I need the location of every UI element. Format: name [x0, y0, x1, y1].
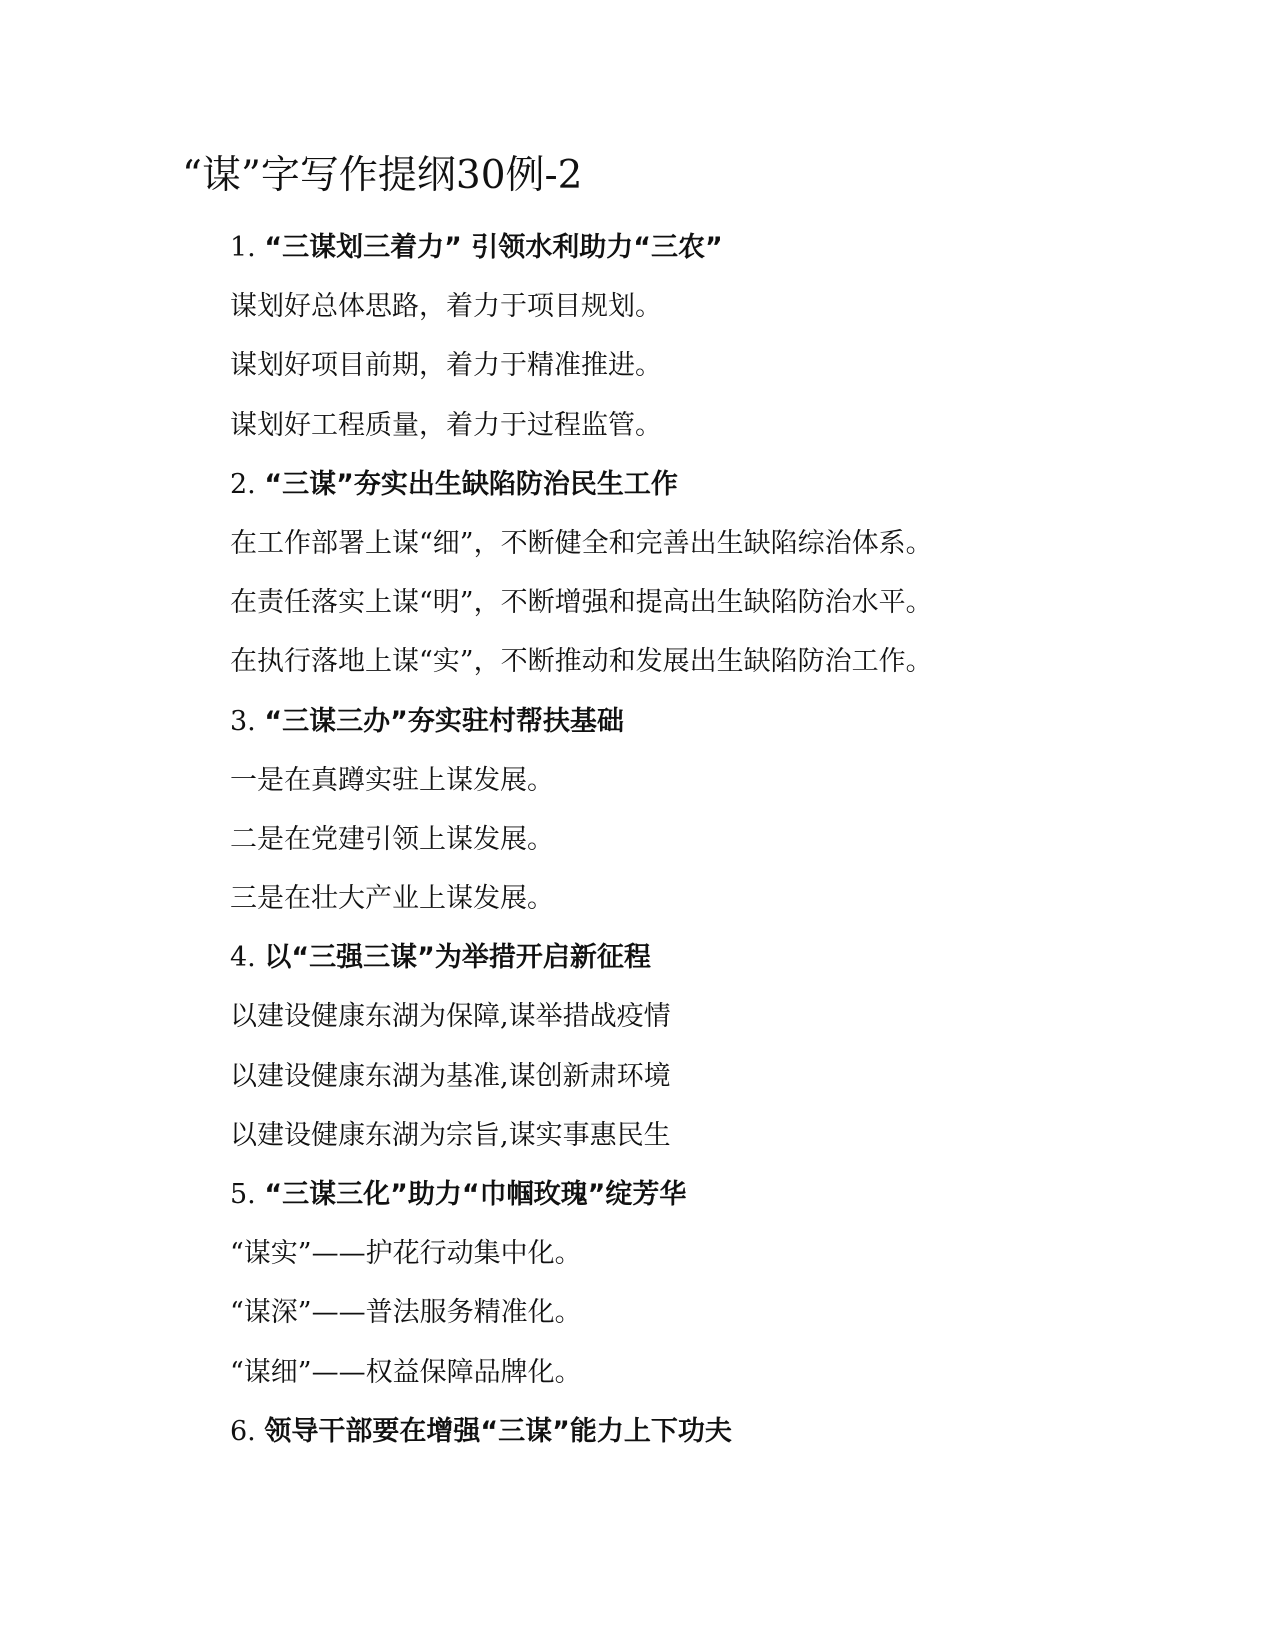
outline-item: 谋划好项目前期，着力于精准推进。	[230, 350, 662, 382]
section-heading	[230, 1165, 1230, 1224]
outline-item: 谋划好总体思路，着力于项目规划。	[230, 291, 662, 323]
section-heading	[230, 218, 1230, 277]
section-number: 6.	[230, 1415, 256, 1447]
outline-item: 一是在真蹲实驻上谋发展。	[230, 764, 554, 796]
section-number: 2.	[230, 468, 256, 500]
section-number: 3.	[230, 705, 256, 737]
section-number: 5.	[230, 1179, 256, 1210]
section-title: “三谋”夯实出生缺陷防治民生工作	[264, 468, 678, 500]
outline-item: “谋实”——护花行动集中化。	[230, 1238, 582, 1270]
outline-item: 谋划好工程质量，着力于过程监管。	[230, 409, 662, 441]
outline-item: 以建设健康东湖为宗旨,谋实事惠民生	[230, 1119, 671, 1151]
outline-item: 以建设健康东湖为基准,谋创新肃环境	[230, 1060, 671, 1092]
outline-content	[230, 218, 1230, 1461]
outline-item: 三是在壮大产业上谋发展。	[230, 883, 554, 915]
section-title: “三谋划三着力” 引领水利助力“三农”	[264, 232, 723, 263]
outline-item: 在执行落地上谋“实”，不断推动和发展出生缺陷防治工作。	[230, 646, 933, 678]
outline-item: 在工作部署上谋“细”，不断健全和完善出生缺陷综治体系。	[230, 527, 933, 559]
outline-item: 二是在党建引领上谋发展。	[230, 823, 554, 855]
section-title: 以“三强三谋”为举措开启新征程	[264, 942, 651, 974]
section-number: 4.	[230, 942, 256, 974]
section-heading	[230, 1402, 1230, 1461]
section-heading	[230, 692, 1230, 751]
outline-item: “谋深”——普法服务精准化。	[230, 1297, 582, 1329]
section-title: 领导干部要在增强“三谋”能力上下功夫	[264, 1415, 732, 1447]
section-title: “三谋三化”助力“巾帼玫瑰”绽芳华	[264, 1179, 687, 1210]
section-heading	[230, 455, 1230, 514]
document-title: “谋”字写作提纲30例-2	[182, 153, 583, 198]
section-number: 1.	[230, 232, 256, 263]
section-heading	[230, 928, 1230, 987]
outline-item: 在责任落实上谋“明”，不断增强和提高出生缺陷防治水平。	[230, 587, 933, 619]
outline-item: “谋细”——权益保障品牌化。	[230, 1356, 582, 1388]
section-title: “三谋三办”夯实驻村帮扶基础	[264, 705, 624, 737]
outline-item: 以建设健康东湖为保障,谋举措战疫情	[230, 1001, 671, 1033]
